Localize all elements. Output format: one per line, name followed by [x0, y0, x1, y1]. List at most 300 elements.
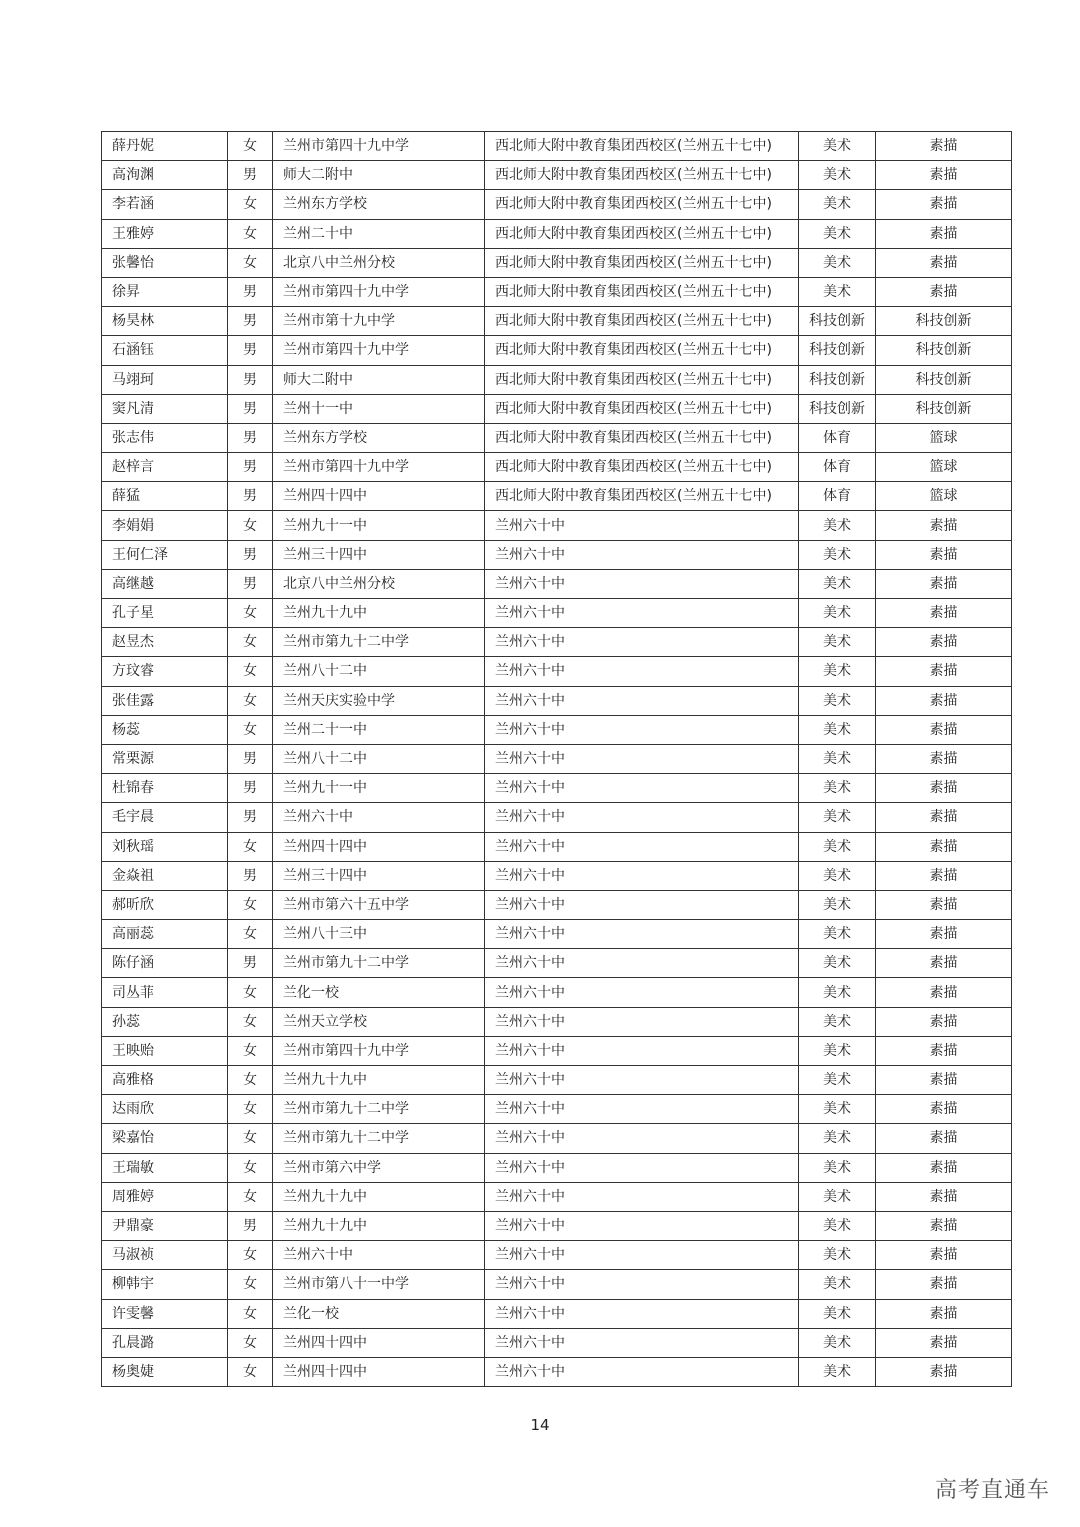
name-cell: 赵昱杰: [102, 628, 228, 657]
source-school-cell: 兰州市第四十九中学: [273, 277, 485, 306]
source-school-cell: 兰州市第四十九中学: [273, 453, 485, 482]
table-row: [102, 803, 1012, 832]
source-school-cell: 兰州市第四十九中学: [273, 1036, 485, 1065]
name-cell: 徐昇: [102, 277, 228, 306]
subject-cell: 素描: [876, 1007, 1012, 1036]
source-school-cell: 兰州九十九中: [273, 1182, 485, 1211]
table-row: [102, 453, 1012, 482]
name-cell: 达雨欣: [102, 1095, 228, 1124]
category-cell: 科技创新: [799, 307, 876, 336]
gender-cell: 男: [228, 1211, 273, 1240]
name-cell: 王何仁泽: [102, 540, 228, 569]
category-cell: 美术: [799, 744, 876, 773]
gender-cell: 女: [228, 890, 273, 919]
source-school-cell: 北京八中兰州分校: [273, 569, 485, 598]
subject-cell: 素描: [876, 1153, 1012, 1182]
gender-cell: 女: [228, 1095, 273, 1124]
name-cell: 毛宇晨: [102, 803, 228, 832]
source-school-cell: 兰州四十四中: [273, 832, 485, 861]
source-school-cell: 北京八中兰州分校: [273, 248, 485, 277]
gender-cell: 女: [228, 1007, 273, 1036]
category-cell: 体育: [799, 423, 876, 452]
category-cell: 美术: [799, 628, 876, 657]
name-cell: 石涵钰: [102, 336, 228, 365]
name-cell: 高洵渊: [102, 161, 228, 190]
subject-cell: 素描: [876, 1036, 1012, 1065]
category-cell: 美术: [799, 540, 876, 569]
source-school-cell: 兰州六十中: [273, 803, 485, 832]
subject-cell: 素描: [876, 1241, 1012, 1270]
admitted-school-cell: 西北师大附中教育集团西校区(兰州五十七中): [485, 190, 799, 219]
admitted-school-cell: 兰州六十中: [485, 599, 799, 628]
table-row: [102, 920, 1012, 949]
admitted-school-cell: 兰州六十中: [485, 1095, 799, 1124]
gender-cell: 男: [228, 803, 273, 832]
subject-cell: 素描: [876, 161, 1012, 190]
subject-cell: 素描: [876, 248, 1012, 277]
name-cell: 杨奥婕: [102, 1357, 228, 1386]
category-cell: 美术: [799, 686, 876, 715]
name-cell: 张馨怡: [102, 248, 228, 277]
subject-cell: 科技创新: [876, 394, 1012, 423]
admitted-school-cell: 兰州六十中: [485, 890, 799, 919]
admitted-school-cell: 西北师大附中教育集团西校区(兰州五十七中): [485, 423, 799, 452]
table-row: [102, 1153, 1012, 1182]
source-school-cell: 兰州市第六十五中学: [273, 890, 485, 919]
category-cell: 美术: [799, 920, 876, 949]
name-cell: 王雅婷: [102, 219, 228, 248]
category-cell: 美术: [799, 1095, 876, 1124]
gender-cell: 女: [228, 686, 273, 715]
name-cell: 金焱祖: [102, 861, 228, 890]
name-cell: 司丛菲: [102, 978, 228, 1007]
source-school-cell: 兰州九十一中: [273, 774, 485, 803]
subject-cell: 篮球: [876, 423, 1012, 452]
name-cell: 王瑞敏: [102, 1153, 228, 1182]
page-number: 14: [530, 1416, 550, 1434]
name-cell: 马翊珂: [102, 365, 228, 394]
table-row: [102, 1270, 1012, 1299]
subject-cell: 素描: [876, 569, 1012, 598]
category-cell: 美术: [799, 161, 876, 190]
admitted-school-cell: 兰州六十中: [485, 540, 799, 569]
source-school-cell: 师大二附中: [273, 161, 485, 190]
admitted-school-cell: 兰州六十中: [485, 920, 799, 949]
name-cell: 孙蕊: [102, 1007, 228, 1036]
gender-cell: 男: [228, 482, 273, 511]
admitted-school-cell: 西北师大附中教育集团西校区(兰州五十七中): [485, 307, 799, 336]
name-cell: 郝昕欣: [102, 890, 228, 919]
table-row: [102, 861, 1012, 890]
source-school-cell: 兰州东方学校: [273, 423, 485, 452]
subject-cell: 科技创新: [876, 336, 1012, 365]
admitted-school-cell: 西北师大附中教育集团西校区(兰州五十七中): [485, 248, 799, 277]
name-cell: 刘秋瑶: [102, 832, 228, 861]
table-row: [102, 978, 1012, 1007]
gender-cell: 女: [228, 978, 273, 1007]
name-cell: 高继越: [102, 569, 228, 598]
category-cell: 美术: [799, 1007, 876, 1036]
table-row: [102, 161, 1012, 190]
subject-cell: 素描: [876, 1066, 1012, 1095]
admitted-school-cell: 兰州六十中: [485, 511, 799, 540]
admitted-school-cell: 兰州六十中: [485, 1153, 799, 1182]
source-school-cell: 兰州八十二中: [273, 657, 485, 686]
source-school-cell: 兰州天立学校: [273, 1007, 485, 1036]
admitted-school-cell: 兰州六十中: [485, 861, 799, 890]
admitted-school-cell: 兰州六十中: [485, 978, 799, 1007]
category-cell: 美术: [799, 861, 876, 890]
gender-cell: 男: [228, 774, 273, 803]
admitted-school-cell: 兰州六十中: [485, 1299, 799, 1328]
category-cell: 科技创新: [799, 365, 876, 394]
gender-cell: 女: [228, 1270, 273, 1299]
subject-cell: 素描: [876, 978, 1012, 1007]
gender-cell: 女: [228, 715, 273, 744]
category-cell: 科技创新: [799, 394, 876, 423]
table-row: [102, 657, 1012, 686]
category-cell: 美术: [799, 978, 876, 1007]
gender-cell: 女: [228, 599, 273, 628]
subject-cell: 素描: [876, 774, 1012, 803]
admitted-school-cell: 兰州六十中: [485, 1241, 799, 1270]
table-row: [102, 774, 1012, 803]
source-school-cell: 兰州三十四中: [273, 861, 485, 890]
admitted-school-cell: 西北师大附中教育集团西校区(兰州五十七中): [485, 161, 799, 190]
category-cell: 美术: [799, 248, 876, 277]
gender-cell: 女: [228, 219, 273, 248]
table-row: [102, 511, 1012, 540]
gender-cell: 女: [228, 132, 273, 161]
table-row: [102, 277, 1012, 306]
subject-cell: 素描: [876, 540, 1012, 569]
source-school-cell: 兰化一校: [273, 978, 485, 1007]
table-row: [102, 248, 1012, 277]
source-school-cell: 兰化一校: [273, 1299, 485, 1328]
category-cell: 美术: [799, 657, 876, 686]
gender-cell: 女: [228, 628, 273, 657]
gender-cell: 女: [228, 1328, 273, 1357]
source-school-cell: 兰州九十九中: [273, 1211, 485, 1240]
name-cell: 梁嘉怡: [102, 1124, 228, 1153]
category-cell: 美术: [799, 1066, 876, 1095]
admitted-school-cell: 西北师大附中教育集团西校区(兰州五十七中): [485, 482, 799, 511]
source-school-cell: 兰州市第十九中学: [273, 307, 485, 336]
name-cell: 方玟睿: [102, 657, 228, 686]
admitted-school-cell: 西北师大附中教育集团西校区(兰州五十七中): [485, 219, 799, 248]
gender-cell: 女: [228, 1153, 273, 1182]
subject-cell: 素描: [876, 1095, 1012, 1124]
admitted-school-cell: 西北师大附中教育集团西校区(兰州五十七中): [485, 336, 799, 365]
name-cell: 杨昊林: [102, 307, 228, 336]
category-cell: 美术: [799, 1124, 876, 1153]
category-cell: 美术: [799, 803, 876, 832]
subject-cell: 素描: [876, 628, 1012, 657]
subject-cell: 素描: [876, 599, 1012, 628]
category-cell: 美术: [799, 1357, 876, 1386]
table-row: [102, 744, 1012, 773]
gender-cell: 男: [228, 336, 273, 365]
admission-list-table: [101, 131, 1012, 1387]
table-row: [102, 628, 1012, 657]
table-row: [102, 1182, 1012, 1211]
name-cell: 杨蕊: [102, 715, 228, 744]
category-cell: 美术: [799, 1299, 876, 1328]
gender-cell: 男: [228, 861, 273, 890]
table-row: [102, 1066, 1012, 1095]
subject-cell: 素描: [876, 277, 1012, 306]
category-cell: 美术: [799, 1241, 876, 1270]
source-school-cell: 兰州市第四十九中学: [273, 336, 485, 365]
table-row: [102, 307, 1012, 336]
table-row: [102, 540, 1012, 569]
source-school-cell: 兰州天庆实验中学: [273, 686, 485, 715]
gender-cell: 女: [228, 190, 273, 219]
table-row: [102, 336, 1012, 365]
name-cell: 孔晨潞: [102, 1328, 228, 1357]
name-cell: 窦凡清: [102, 394, 228, 423]
gender-cell: 男: [228, 540, 273, 569]
admitted-school-cell: 兰州六十中: [485, 1211, 799, 1240]
name-cell: 李若涵: [102, 190, 228, 219]
gender-cell: 男: [228, 394, 273, 423]
gender-cell: 男: [228, 744, 273, 773]
gender-cell: 女: [228, 1182, 273, 1211]
source-school-cell: 兰州二十中: [273, 219, 485, 248]
source-school-cell: 兰州市第六中学: [273, 1153, 485, 1182]
name-cell: 柳韩宇: [102, 1270, 228, 1299]
table-row: [102, 1299, 1012, 1328]
category-cell: 美术: [799, 1182, 876, 1211]
source-school-cell: 兰州东方学校: [273, 190, 485, 219]
subject-cell: 素描: [876, 219, 1012, 248]
admitted-school-cell: 兰州六十中: [485, 774, 799, 803]
source-school-cell: 兰州四十四中: [273, 1328, 485, 1357]
table-row: [102, 1036, 1012, 1065]
table-row: [102, 394, 1012, 423]
gender-cell: 女: [228, 1036, 273, 1065]
subject-cell: 素描: [876, 890, 1012, 919]
source-school-cell: 兰州三十四中: [273, 540, 485, 569]
category-cell: 美术: [799, 949, 876, 978]
gender-cell: 男: [228, 307, 273, 336]
subject-cell: 素描: [876, 1124, 1012, 1153]
source-school-cell: 兰州市第八十一中学: [273, 1270, 485, 1299]
name-cell: 高丽蕊: [102, 920, 228, 949]
admitted-school-cell: 兰州六十中: [485, 1124, 799, 1153]
admitted-school-cell: 兰州六十中: [485, 744, 799, 773]
name-cell: 杜锦春: [102, 774, 228, 803]
category-cell: 美术: [799, 1036, 876, 1065]
admitted-school-cell: 兰州六十中: [485, 1036, 799, 1065]
subject-cell: 素描: [876, 744, 1012, 773]
source-school-cell: 兰州四十四中: [273, 482, 485, 511]
table-row: [102, 832, 1012, 861]
category-cell: 美术: [799, 1270, 876, 1299]
gender-cell: 女: [228, 511, 273, 540]
subject-cell: 科技创新: [876, 307, 1012, 336]
source-school-cell: 兰州九十一中: [273, 511, 485, 540]
category-cell: 美术: [799, 277, 876, 306]
source-school-cell: 兰州市第九十二中学: [273, 949, 485, 978]
admitted-school-cell: 西北师大附中教育集团西校区(兰州五十七中): [485, 365, 799, 394]
name-cell: 王映贻: [102, 1036, 228, 1065]
admitted-school-cell: 兰州六十中: [485, 715, 799, 744]
admitted-school-cell: 兰州六十中: [485, 1357, 799, 1386]
admitted-school-cell: 兰州六十中: [485, 1328, 799, 1357]
source-school-cell: 兰州二十一中: [273, 715, 485, 744]
subject-cell: 素描: [876, 657, 1012, 686]
table-row: [102, 219, 1012, 248]
gender-cell: 女: [228, 832, 273, 861]
subject-cell: 素描: [876, 1211, 1012, 1240]
subject-cell: 篮球: [876, 482, 1012, 511]
table-row: [102, 1124, 1012, 1153]
admitted-school-cell: 兰州六十中: [485, 832, 799, 861]
source-school-cell: 兰州市第四十九中学: [273, 132, 485, 161]
admitted-school-cell: 西北师大附中教育集团西校区(兰州五十七中): [485, 394, 799, 423]
table-row: [102, 365, 1012, 394]
table-row: [102, 890, 1012, 919]
name-cell: 高雅格: [102, 1066, 228, 1095]
subject-cell: 素描: [876, 715, 1012, 744]
source-school-cell: 兰州八十三中: [273, 920, 485, 949]
admitted-school-cell: 兰州六十中: [485, 628, 799, 657]
category-cell: 美术: [799, 511, 876, 540]
source-school-cell: 兰州九十九中: [273, 1066, 485, 1095]
subject-cell: 素描: [876, 1182, 1012, 1211]
source-school-cell: 兰州市第九十二中学: [273, 1095, 485, 1124]
admitted-school-cell: 西北师大附中教育集团西校区(兰州五十七中): [485, 132, 799, 161]
category-cell: 体育: [799, 453, 876, 482]
gender-cell: 女: [228, 1299, 273, 1328]
table-row: [102, 569, 1012, 598]
name-cell: 张佳露: [102, 686, 228, 715]
source-school-cell: 兰州九十九中: [273, 599, 485, 628]
subject-cell: 素描: [876, 132, 1012, 161]
name-cell: 李娟娟: [102, 511, 228, 540]
category-cell: 美术: [799, 715, 876, 744]
category-cell: 体育: [799, 482, 876, 511]
name-cell: 张志伟: [102, 423, 228, 452]
category-cell: 美术: [799, 219, 876, 248]
table-row: [102, 1241, 1012, 1270]
gender-cell: 女: [228, 1241, 273, 1270]
subject-cell: 素描: [876, 1328, 1012, 1357]
admitted-school-cell: 兰州六十中: [485, 686, 799, 715]
category-cell: 美术: [799, 569, 876, 598]
gender-cell: 男: [228, 569, 273, 598]
source-school-cell: 师大二附中: [273, 365, 485, 394]
source-school-cell: 兰州六十中: [273, 1241, 485, 1270]
table-row: [102, 132, 1012, 161]
subject-cell: 科技创新: [876, 365, 1012, 394]
source-school-cell: 兰州市第九十二中学: [273, 1124, 485, 1153]
category-cell: 美术: [799, 1328, 876, 1357]
watermark-text: 高考直通车: [934, 1478, 1050, 1503]
category-cell: 美术: [799, 774, 876, 803]
source-school-cell: 兰州八十二中: [273, 744, 485, 773]
gender-cell: 女: [228, 1357, 273, 1386]
admitted-school-cell: 西北师大附中教育集团西校区(兰州五十七中): [485, 453, 799, 482]
name-cell: 马淑祯: [102, 1241, 228, 1270]
admitted-school-cell: 兰州六十中: [485, 1007, 799, 1036]
source-school-cell: 兰州十一中: [273, 394, 485, 423]
subject-cell: 素描: [876, 803, 1012, 832]
gender-cell: 女: [228, 1066, 273, 1095]
table-body: [102, 132, 1012, 1387]
source-school-cell: 兰州市第九十二中学: [273, 628, 485, 657]
subject-cell: 素描: [876, 920, 1012, 949]
source-school-cell: 兰州四十四中: [273, 1357, 485, 1386]
name-cell: 陈仔涵: [102, 949, 228, 978]
name-cell: 常栗源: [102, 744, 228, 773]
subject-cell: 素描: [876, 511, 1012, 540]
gender-cell: 男: [228, 453, 273, 482]
table-row: [102, 1095, 1012, 1124]
gender-cell: 男: [228, 161, 273, 190]
admitted-school-cell: 西北师大附中教育集团西校区(兰州五十七中): [485, 277, 799, 306]
gender-cell: 男: [228, 423, 273, 452]
name-cell: 许雯馨: [102, 1299, 228, 1328]
gender-cell: 女: [228, 657, 273, 686]
admitted-school-cell: 兰州六十中: [485, 1182, 799, 1211]
subject-cell: 素描: [876, 190, 1012, 219]
category-cell: 美术: [799, 190, 876, 219]
category-cell: 美术: [799, 1211, 876, 1240]
table-row: [102, 423, 1012, 452]
name-cell: 尹鼎豪: [102, 1211, 228, 1240]
table-row: [102, 1211, 1012, 1240]
name-cell: 周雅婷: [102, 1182, 228, 1211]
category-cell: 美术: [799, 832, 876, 861]
name-cell: 孔子星: [102, 599, 228, 628]
subject-cell: 素描: [876, 1270, 1012, 1299]
subject-cell: 篮球: [876, 453, 1012, 482]
name-cell: 薛丹妮: [102, 132, 228, 161]
subject-cell: 素描: [876, 949, 1012, 978]
category-cell: 美术: [799, 599, 876, 628]
admitted-school-cell: 兰州六十中: [485, 1066, 799, 1095]
subject-cell: 素描: [876, 1299, 1012, 1328]
gender-cell: 女: [228, 248, 273, 277]
table-row: [102, 715, 1012, 744]
name-cell: 薛猛: [102, 482, 228, 511]
table-row: [102, 686, 1012, 715]
table-row: [102, 599, 1012, 628]
gender-cell: 女: [228, 920, 273, 949]
gender-cell: 男: [228, 277, 273, 306]
admitted-school-cell: 兰州六十中: [485, 803, 799, 832]
gender-cell: 男: [228, 949, 273, 978]
table-row: [102, 1357, 1012, 1386]
category-cell: 美术: [799, 1153, 876, 1182]
table-row: [102, 1328, 1012, 1357]
name-cell: 赵梓言: [102, 453, 228, 482]
table-row: [102, 190, 1012, 219]
gender-cell: 女: [228, 1124, 273, 1153]
table-row: [102, 1007, 1012, 1036]
category-cell: 美术: [799, 890, 876, 919]
admitted-school-cell: 兰州六十中: [485, 569, 799, 598]
table-row: [102, 949, 1012, 978]
subject-cell: 素描: [876, 832, 1012, 861]
subject-cell: 素描: [876, 1357, 1012, 1386]
admitted-school-cell: 兰州六十中: [485, 657, 799, 686]
category-cell: 美术: [799, 132, 876, 161]
gender-cell: 男: [228, 365, 273, 394]
table-row: [102, 482, 1012, 511]
